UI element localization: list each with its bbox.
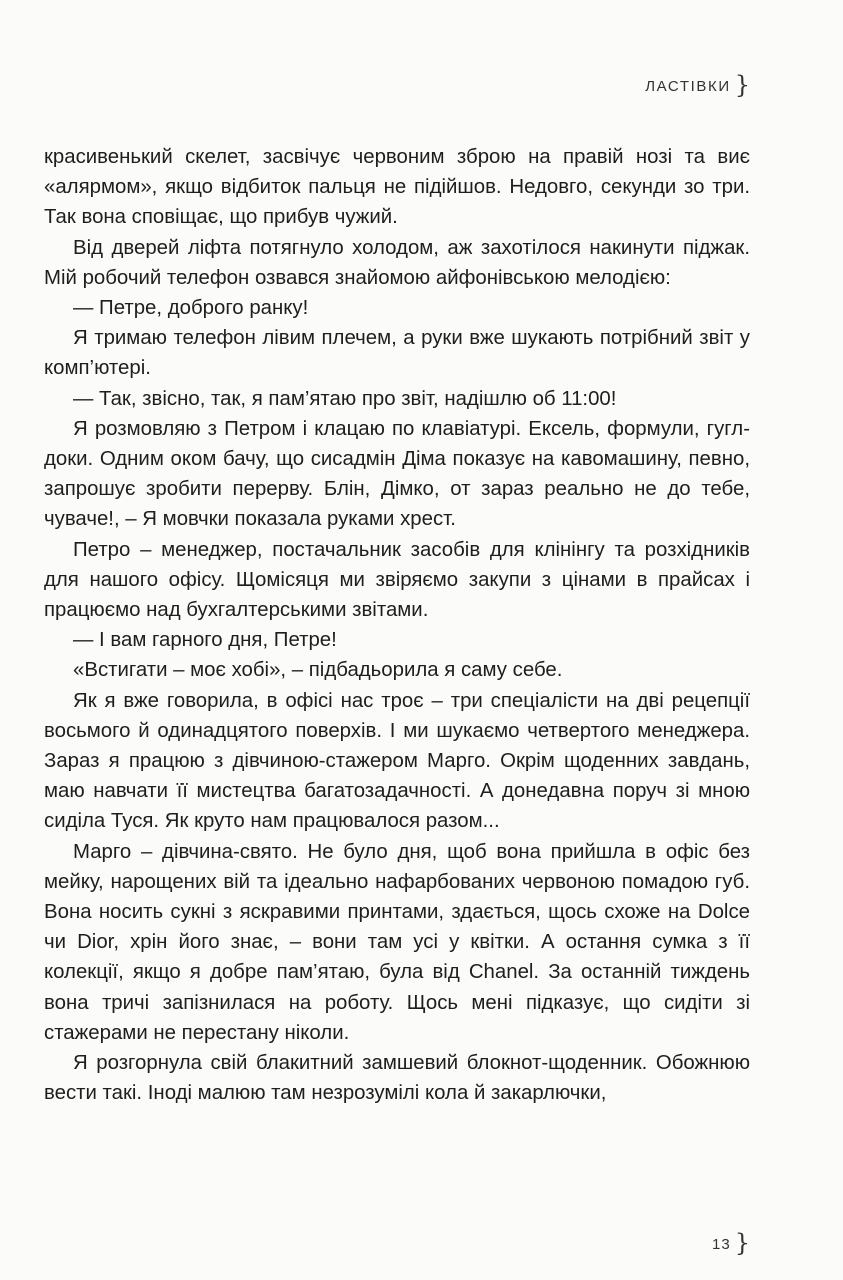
footer-brace-ornament: } [734,1229,750,1257]
dialogue-line: — І вам гарного дня, Петре! [73,629,337,652]
paragraph: Від дверей ліфта потягнуло холодом, аж захотілося накинути піджак. Мій робочий телефон озвався знайомою айфонівською мелодією: [44,236,750,289]
paragraph: Я тримаю телефон лівим плечем, а руки вже шукають потрібний звіт у комп’ютері. [44,327,750,380]
paragraph: Як я вже говорила, в офісі нас троє – три спеціалісти на дві рецепції восьмого й одинадцятого поверхів. І ми шукаємо четвертого менеджера. Зараз я працюю з дівчиною-стажером Марго. Окрім щоденних завдань, маю навчати її мистецтва багатозадачності. А донедавна поруч зі мною сиділа Туся. Як круто нам працювалося разом... [44,689,750,833]
paragraph: Я розгорнула свій блакитний замшевий блокнот-щоденник. Обожнюю вести такі. Іноді малюю там незрозумілі кола й закарлючки, [44,1052,750,1105]
paragraph-continuation: красивенький скелет, засвічує червоним зброю на правій нозі та виє «алярмом», якщо відбиток пальця не підійшов. Недовго, секунди зо три. Так вона сповіщає, що прибув чужий. [44,146,750,229]
paragraph: Марго – дівчина-свято. Не було дня, щоб вона прийшла в офіс без мейку, нарощених вій та ідеально нафарбованих червоною помадою губ. Вона носить сукні з яскравими принтами, здається, щось схоже на Dolce чи Dior, хрін його знає, – вони там усі у квітки. А остання сумка з її колекції, якщо я добре пам’ятаю, була від Chanel. За останній тиждень вона тричі запізнилася на роботу. Щось мені підказує, що сидіти зі стажерами не перестану ніколи. [44,840,750,1044]
running-header [645,71,750,99]
dialogue-line: — Петре, доброго ранку! [73,297,309,320]
paragraph: «Встигати – моє хобі», – підбадьорила я саму себе. [73,659,563,682]
running-title: ЛАСТІВКИ [645,77,731,95]
paragraph: Петро – менеджер, постачальник засобів для клінінгу та розхідників для нашого офісу. Щомісяця ми звіряємо закупи з цінами в прайсах і працюємо над бухгалтерськими звітами. [44,538,750,622]
header-brace-ornament: } [734,71,750,99]
page-number: 13 [712,1235,731,1253]
page-footer [712,1229,750,1257]
paragraph: Я розмовляю з Петром і клацаю по клавіатурі. Ексель, формули, гугл-доки. Одним оком бачу, що сисадмін Діма показує на кавомашину, певно, запрошує зробити перерву. Блін, Дімко, от зараз реально не до тебе, чуваче!, – Я мовчки показала руками хрест. [44,417,750,531]
body-text [44,142,750,1109]
dialogue-line: — Так, звісно, так, я пам’ятаю про звіт, надішлю об 11:00! [73,387,617,410]
